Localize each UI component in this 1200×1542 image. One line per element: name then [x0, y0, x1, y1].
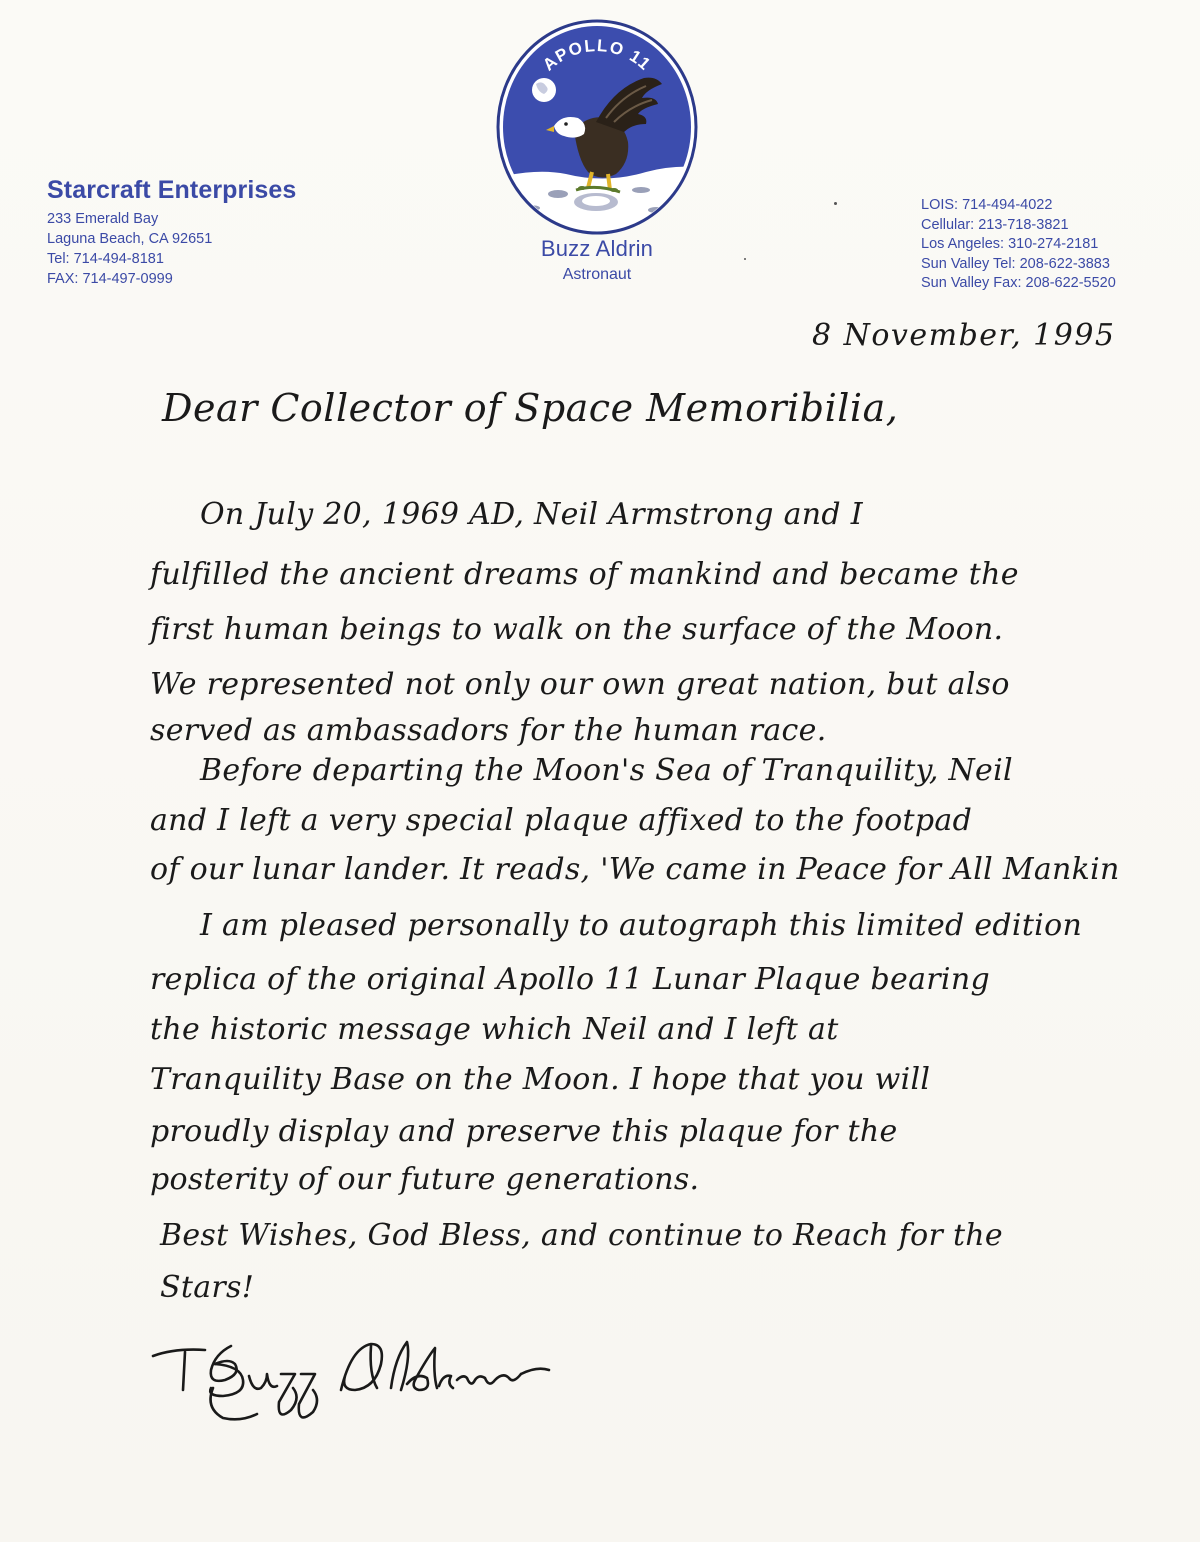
- body-line: Before departing the Moon's Sea of Tranquility, Neil: [200, 753, 1013, 788]
- body-line: I am pleased personally to autograph this limited edition: [200, 908, 1083, 943]
- body-line: Tranquility Base on the Moon. I hope that you will: [150, 1062, 931, 1097]
- address-line: 233 Emerald Bay: [47, 211, 159, 227]
- contact-line: LOIS: 714-494-4022: [921, 197, 1053, 213]
- sender-name: Buzz Aldrin: [540, 236, 654, 261]
- body-line: and I left a very special plaque affixed to the footpad: [150, 803, 973, 838]
- phone-line: Tel: 714-494-8181: [47, 251, 164, 267]
- letter-date: 8 November, 1995: [812, 318, 1116, 353]
- body-line: posterity of our future generations.: [150, 1162, 700, 1197]
- body-line: served as ambassadors for the human race.: [150, 713, 827, 748]
- letterhead-company-block: [47, 176, 296, 289]
- body-line: We represented not only our own great nation, but also: [150, 667, 1010, 702]
- company-name: Starcraft Enterprises: [47, 176, 297, 204]
- closing-line: Stars!: [160, 1270, 255, 1305]
- contact-line: Sun Valley Fax: 208-622-5520: [921, 275, 1116, 291]
- body-line: of our lunar lander. It reads, 'We came in Peace for All Mankin: [150, 852, 1120, 887]
- body-line: first human beings to walk on the surface of the Moon.: [150, 612, 1004, 647]
- closing-line: Best Wishes, God Bless, and continue to Reach for the: [160, 1218, 1003, 1253]
- letter-salutation: Dear Collector of Space Memoribilia,: [162, 386, 899, 430]
- contact-line: Cellular: 213-718-3821: [921, 216, 1069, 233]
- fax-line: FAX: 714-497-0999: [47, 271, 173, 287]
- body-line: fulfilled the ancient dreams of mankind and became the: [150, 557, 1019, 592]
- paper-speck: [834, 202, 837, 205]
- sender-title: Astronaut: [562, 266, 632, 283]
- signature-icon: [145, 1318, 555, 1428]
- letterhead-name-block: [496, 236, 698, 284]
- letterhead-contacts-block: [921, 196, 1116, 294]
- body-line: the historic message which Neil and I left at: [150, 1012, 839, 1047]
- paper-speck: [744, 258, 746, 260]
- body-line: On July 20, 1969 AD, Neil Armstrong and I: [200, 497, 863, 532]
- body-line: replica of the original Apollo 11 Lunar Plaque bearing: [150, 962, 990, 997]
- seal-text: APOLLO 11: [539, 35, 656, 75]
- address-line: Laguna Beach, CA 92651: [47, 231, 213, 247]
- body-line: proudly display and preserve this plaque for the: [150, 1114, 898, 1149]
- apollo-11-seal-icon: [496, 18, 698, 236]
- contact-line: Los Angeles: 310-274-2181: [921, 236, 1099, 252]
- contact-line: Sun Valley Tel: 208-622-3883: [921, 255, 1110, 272]
